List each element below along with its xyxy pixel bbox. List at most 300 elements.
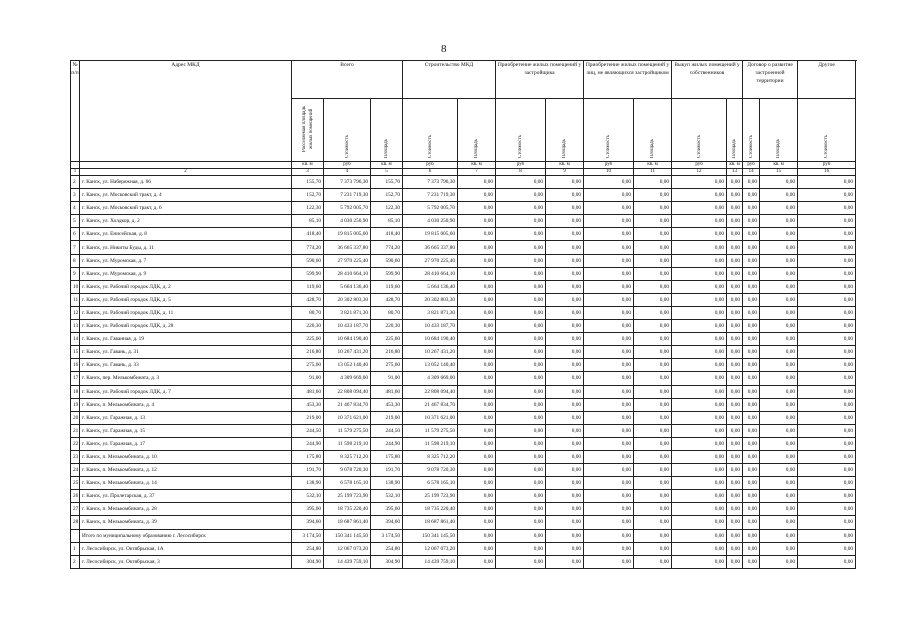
table-row xyxy=(71,477,856,490)
row-value: 0,00 xyxy=(458,372,496,385)
row-value: 0,00 xyxy=(743,359,760,372)
row-value: 0,00 xyxy=(672,477,727,490)
sub-area: Площадь xyxy=(760,99,798,162)
row-value: 0,00 xyxy=(743,215,760,228)
row-value: 0,00 xyxy=(672,241,727,254)
row-value: 0,00 xyxy=(798,372,856,385)
row-value: 0,00 xyxy=(584,280,634,293)
row-value: 36 665 337,80 xyxy=(403,241,458,254)
row-value: 394,60 xyxy=(371,516,403,529)
unit-cell: кв. м xyxy=(292,162,324,169)
row-number xyxy=(71,529,80,542)
row-value: 395,60 xyxy=(292,503,324,516)
row-number: 27 xyxy=(71,503,80,516)
row-value: 0,00 xyxy=(760,372,798,385)
row-value: 0,00 xyxy=(743,202,760,215)
row-value: 3 174,50 xyxy=(371,529,403,542)
table-row xyxy=(71,398,856,411)
unit-cell: кв. м xyxy=(458,162,496,169)
row-value: 0,00 xyxy=(727,189,743,202)
row-value: 0,00 xyxy=(727,555,743,568)
row-value: 0,00 xyxy=(634,450,672,463)
row-value: 0,00 xyxy=(727,477,743,490)
row-value: 0,00 xyxy=(584,215,634,228)
table-row xyxy=(71,385,856,398)
row-value: 0,00 xyxy=(743,555,760,568)
row-value: 0,00 xyxy=(798,202,856,215)
row-value: 418,40 xyxy=(292,228,324,241)
row-value: 0,00 xyxy=(634,490,672,503)
row-value: 0,00 xyxy=(760,202,798,215)
row-value: 0,00 xyxy=(458,516,496,529)
row-value: 28 410 664,10 xyxy=(324,267,371,280)
row-value: 0,00 xyxy=(546,542,584,555)
row-value: 7 231 719,30 xyxy=(324,189,371,202)
row-value: 0,00 xyxy=(634,228,672,241)
unit-cell: кв. м xyxy=(727,162,743,169)
row-value: 10 371 621,00 xyxy=(403,411,458,424)
row-value: 0,00 xyxy=(546,241,584,254)
row-value: 275,60 xyxy=(371,359,403,372)
row-address: г. Канск, ул. Рабочий городок ЛДК, д. 11 xyxy=(80,306,292,319)
row-value: 0,00 xyxy=(546,411,584,424)
row-value: 0,00 xyxy=(672,267,727,280)
row-value: 18 735 220,40 xyxy=(403,503,458,516)
row-value: 0,00 xyxy=(496,202,546,215)
row-value: 532,10 xyxy=(292,490,324,503)
row-value: 0,00 xyxy=(584,267,634,280)
row-value: 14 439 759,10 xyxy=(324,555,371,568)
row-value: 0,00 xyxy=(760,437,798,450)
row-value: 0,00 xyxy=(672,333,727,346)
row-value: 0,00 xyxy=(743,477,760,490)
row-value: 0,00 xyxy=(743,228,760,241)
row-value: 0,00 xyxy=(798,437,856,450)
table-row xyxy=(71,464,856,477)
row-value: 0,00 xyxy=(743,503,760,516)
row-value: 12 067 073,20 xyxy=(324,542,371,555)
row-value: 0,00 xyxy=(672,359,727,372)
row-value: 216,80 xyxy=(371,346,403,359)
row-value: 0,00 xyxy=(546,202,584,215)
row-value: 0,00 xyxy=(727,516,743,529)
row-value: 0,00 xyxy=(546,215,584,228)
row-value: 0,00 xyxy=(727,293,743,306)
row-value: 0,00 xyxy=(743,267,760,280)
row-value: 3 174,50 xyxy=(292,529,324,542)
sub-cost: Стоимость xyxy=(403,99,458,162)
row-value: 0,00 xyxy=(634,359,672,372)
row-value: 0,00 xyxy=(727,437,743,450)
table-row xyxy=(71,254,856,267)
row-value: 0,00 xyxy=(634,555,672,568)
row-number: 5 xyxy=(71,215,80,228)
row-value: 599,90 xyxy=(371,267,403,280)
row-value: 599,90 xyxy=(292,267,324,280)
row-value: 0,00 xyxy=(743,372,760,385)
col-number: 13 xyxy=(727,169,743,176)
row-value: 0,00 xyxy=(458,346,496,359)
row-value: 0,00 xyxy=(584,490,634,503)
row-value: 0,00 xyxy=(458,189,496,202)
table-row xyxy=(71,490,856,503)
row-value: 175,80 xyxy=(371,450,403,463)
col-construction-header: Строительство МКД xyxy=(403,61,496,99)
row-address: г. Канск, ул. Гаражная, д. 15 xyxy=(80,424,292,437)
row-value: 85,10 xyxy=(371,215,403,228)
row-number: 23 xyxy=(71,450,80,463)
row-value: 0,00 xyxy=(634,424,672,437)
table-row xyxy=(71,346,856,359)
row-value: 0,00 xyxy=(760,176,798,189)
row-value: 0,00 xyxy=(672,555,727,568)
row-value: 11 579 275,50 xyxy=(324,424,371,437)
row-value: 0,00 xyxy=(760,385,798,398)
row-value: 25 199 723,90 xyxy=(403,490,458,503)
row-value: 0,00 xyxy=(458,385,496,398)
col-other-header: Другое xyxy=(798,61,856,99)
row-value: 11 598 219,10 xyxy=(324,437,371,450)
row-value: 0,00 xyxy=(546,254,584,267)
row-value: 4 030 250,90 xyxy=(324,215,371,228)
row-value: 91,00 xyxy=(292,372,324,385)
row-value: 0,00 xyxy=(546,516,584,529)
row-value: 219,00 xyxy=(292,411,324,424)
row-value: 85,10 xyxy=(292,215,324,228)
row-value: 0,00 xyxy=(727,306,743,319)
row-value: 10 371 621,00 xyxy=(324,411,371,424)
row-value: 19 815 005,60 xyxy=(324,228,371,241)
row-value: 13 052 140,40 xyxy=(403,359,458,372)
col-acq-nondeveloper-header: Приобретение жилых помещений у лиц, не являющихся застройщиком xyxy=(584,61,672,99)
row-value: 0,00 xyxy=(672,437,727,450)
row-value: 0,00 xyxy=(496,542,546,555)
col-number: 15 xyxy=(760,169,798,176)
row-value: 11 579 275,50 xyxy=(403,424,458,437)
col-number: 12 xyxy=(672,169,727,176)
row-value: 0,00 xyxy=(496,333,546,346)
row-value: 0,00 xyxy=(672,490,727,503)
row-value: 4 309 669,00 xyxy=(324,372,371,385)
row-value: 0,00 xyxy=(584,293,634,306)
row-value: 7 231 719,30 xyxy=(403,189,458,202)
col-number: 5 xyxy=(371,169,403,176)
row-value: 0,00 xyxy=(727,464,743,477)
row-value: 0,00 xyxy=(546,189,584,202)
row-value: 9 078 720,30 xyxy=(403,464,458,477)
table-row xyxy=(71,306,856,319)
row-value: 0,00 xyxy=(743,464,760,477)
row-value: 0,00 xyxy=(743,293,760,306)
row-value: 6 578 165,10 xyxy=(324,477,371,490)
row-value: 10 433 187,70 xyxy=(403,320,458,333)
row-value: 0,00 xyxy=(798,529,856,542)
row-value: 0,00 xyxy=(634,529,672,542)
row-value: 28 410 664,10 xyxy=(403,267,458,280)
table-row xyxy=(71,202,856,215)
row-value: 3 821 871,30 xyxy=(403,306,458,319)
row-value: 0,00 xyxy=(546,228,584,241)
row-value: 18 735 220,40 xyxy=(324,503,371,516)
row-value: 0,00 xyxy=(546,464,584,477)
row-value: 0,00 xyxy=(798,450,856,463)
row-value: 0,00 xyxy=(584,372,634,385)
row-value: 0,00 xyxy=(496,346,546,359)
row-value: 244,50 xyxy=(292,424,324,437)
row-value: 0,00 xyxy=(458,202,496,215)
row-address: г. Канск, ул. Муромская, д. 9 xyxy=(80,267,292,280)
row-value: 10 267 431,20 xyxy=(403,346,458,359)
row-number: 7 xyxy=(71,241,80,254)
row-value: 0,00 xyxy=(634,254,672,267)
row-value: 0,00 xyxy=(672,516,727,529)
row-value: 0,00 xyxy=(743,346,760,359)
row-value: 0,00 xyxy=(798,411,856,424)
row-address: г. Лесосибирск, ул. Октябрьская, 1А xyxy=(80,542,292,555)
row-value: 0,00 xyxy=(634,542,672,555)
row-value: 774,20 xyxy=(292,241,324,254)
row-value: 0,00 xyxy=(458,293,496,306)
row-value: 155,70 xyxy=(371,176,403,189)
row-value: 0,00 xyxy=(584,176,634,189)
row-value: 0,00 xyxy=(458,411,496,424)
row-value: 0,00 xyxy=(743,529,760,542)
row-value: 0,00 xyxy=(634,176,672,189)
row-value: 0,00 xyxy=(798,241,856,254)
row-value: 0,00 xyxy=(584,241,634,254)
row-number: 22 xyxy=(71,437,80,450)
row-value: 0,00 xyxy=(743,398,760,411)
row-value: 12 067 073,20 xyxy=(403,542,458,555)
row-value: 0,00 xyxy=(743,241,760,254)
row-value: 0,00 xyxy=(496,464,546,477)
row-value: 0,00 xyxy=(727,542,743,555)
row-value: 21 467 834,70 xyxy=(403,398,458,411)
row-value: 0,00 xyxy=(760,398,798,411)
row-number: 2 xyxy=(71,176,80,189)
row-value: 0,00 xyxy=(798,189,856,202)
row-value: 0,00 xyxy=(743,516,760,529)
row-value: 0,00 xyxy=(458,267,496,280)
row-value: 0,00 xyxy=(743,176,760,189)
row-value: 5 664 136,40 xyxy=(324,280,371,293)
row-value: 0,00 xyxy=(496,450,546,463)
row-value: 0,00 xyxy=(760,359,798,372)
sub-cost: Стоимость xyxy=(798,99,856,162)
row-address: г. Канск, ул. Холдкор, д. 2 xyxy=(80,215,292,228)
row-value: 0,00 xyxy=(496,320,546,333)
row-value: 0,00 xyxy=(496,424,546,437)
row-value: 0,00 xyxy=(546,359,584,372)
resettlement-table xyxy=(70,60,856,569)
row-value: 0,00 xyxy=(798,333,856,346)
row-value: 150 341 145,50 xyxy=(324,529,371,542)
row-value: 0,00 xyxy=(584,437,634,450)
row-value: 0,00 xyxy=(760,189,798,202)
row-value: 244,90 xyxy=(292,437,324,450)
row-value: 0,00 xyxy=(798,254,856,267)
row-value: 0,00 xyxy=(760,254,798,267)
row-value: 428,70 xyxy=(371,293,403,306)
row-value: 27 970 225,40 xyxy=(403,254,458,267)
row-value: 0,00 xyxy=(743,424,760,437)
row-value: 0,00 xyxy=(727,202,743,215)
row-value: 0,00 xyxy=(672,215,727,228)
row-number: 17 xyxy=(71,372,80,385)
row-value: 0,00 xyxy=(743,320,760,333)
table-row xyxy=(71,228,856,241)
row-value: 5 792 005,70 xyxy=(324,202,371,215)
row-value: 0,00 xyxy=(546,437,584,450)
row-value: 0,00 xyxy=(458,228,496,241)
total-row xyxy=(71,529,856,542)
row-value: 119,60 xyxy=(292,280,324,293)
header-row-groups xyxy=(71,61,856,99)
row-value: 0,00 xyxy=(672,464,727,477)
row-value: 0,00 xyxy=(458,529,496,542)
row-value: 0,00 xyxy=(727,385,743,398)
row-value: 0,00 xyxy=(634,464,672,477)
row-value: 394,60 xyxy=(292,516,324,529)
row-number: 21 xyxy=(71,424,80,437)
row-value: 220,30 xyxy=(292,320,324,333)
row-value: 481,60 xyxy=(292,385,324,398)
row-value: 0,00 xyxy=(584,555,634,568)
row-value: 0,00 xyxy=(672,176,727,189)
row-number: 2 xyxy=(71,555,80,568)
col-number: 14 xyxy=(743,169,760,176)
sub-cost: Стоимость xyxy=(672,99,727,162)
row-value: 80,70 xyxy=(371,306,403,319)
row-value: 0,00 xyxy=(798,176,856,189)
row-value: 0,00 xyxy=(743,280,760,293)
row-value: 18 687 861,40 xyxy=(403,516,458,529)
col-number: 4 xyxy=(324,169,371,176)
row-value: 20 302 803,30 xyxy=(324,293,371,306)
row-address: г. Канск, ул. Никиты Буды, д. 11 xyxy=(80,241,292,254)
row-value: 0,00 xyxy=(760,333,798,346)
row-value: 0,00 xyxy=(634,241,672,254)
table-row xyxy=(71,411,856,424)
row-number: 1 xyxy=(71,542,80,555)
row-value: 0,00 xyxy=(496,503,546,516)
row-value: 0,00 xyxy=(634,477,672,490)
row-value: 0,00 xyxy=(727,411,743,424)
row-value: 0,00 xyxy=(634,503,672,516)
row-number: 8 xyxy=(71,254,80,267)
unit-cell: руб xyxy=(403,162,458,169)
row-value: 0,00 xyxy=(743,411,760,424)
row-value: 0,00 xyxy=(634,385,672,398)
page-number: 8 xyxy=(441,43,447,55)
row-address: г. Канск, ул. Енисейская, д. 8 xyxy=(80,228,292,241)
row-value: 0,00 xyxy=(634,293,672,306)
row-value: 152,70 xyxy=(292,189,324,202)
row-number: 24 xyxy=(71,464,80,477)
row-value: 0,00 xyxy=(458,555,496,568)
row-value: 155,70 xyxy=(292,176,324,189)
row-value: 0,00 xyxy=(727,398,743,411)
table-row xyxy=(71,215,856,228)
row-value: 0,00 xyxy=(760,411,798,424)
row-value: 0,00 xyxy=(458,477,496,490)
sub-settled-area: Расселяемая площадь жилых помещений xyxy=(292,99,324,162)
table-row xyxy=(71,241,856,254)
unit-cell: руб xyxy=(743,162,760,169)
row-value: 0,00 xyxy=(458,333,496,346)
row-value: 225,60 xyxy=(292,333,324,346)
row-value: 0,00 xyxy=(798,385,856,398)
row-value: 0,00 xyxy=(546,490,584,503)
row-value: 0,00 xyxy=(760,215,798,228)
row-value: 27 970 225,40 xyxy=(324,254,371,267)
row-value: 0,00 xyxy=(672,503,727,516)
row-value: 0,00 xyxy=(672,346,727,359)
row-address: г. Канск, ул. Рабочий городок ЛДК, д. 28 xyxy=(80,320,292,333)
row-value: 0,00 xyxy=(798,320,856,333)
row-address: г. Канск, ул. Гаражная, д. 13 xyxy=(80,411,292,424)
row-value: 20 302 803,30 xyxy=(403,293,458,306)
row-address: г. Канск, ул. Московский тракт, д. 6 xyxy=(80,202,292,215)
row-address: г. Канск, ул. Московский тракт, д. 4 xyxy=(80,189,292,202)
row-value: 0,00 xyxy=(727,503,743,516)
row-number: 12 xyxy=(71,306,80,319)
row-value: 0,00 xyxy=(546,267,584,280)
table-row xyxy=(71,189,856,202)
row-value: 0,00 xyxy=(584,424,634,437)
row-address: г. Канск, п. Мелькомбината, д. 39 xyxy=(80,516,292,529)
row-value: 0,00 xyxy=(798,516,856,529)
row-value: 175,80 xyxy=(292,450,324,463)
unit-cell: кв. м xyxy=(546,162,584,169)
row-value: 0,00 xyxy=(798,398,856,411)
row-value: 0,00 xyxy=(672,189,727,202)
row-value: 0,00 xyxy=(727,241,743,254)
row-value: 191,70 xyxy=(371,464,403,477)
table-body xyxy=(71,176,856,569)
row-value: 0,00 xyxy=(584,464,634,477)
col-dev-contract-header: Договор о развитие застроенной территории xyxy=(743,61,798,99)
row-value: 0,00 xyxy=(584,450,634,463)
unit-cell: руб xyxy=(324,162,371,169)
row-value: 532,10 xyxy=(371,490,403,503)
row-value: 0,00 xyxy=(634,346,672,359)
row-address: г. Канск, ул. Гавань, д. 33 xyxy=(80,359,292,372)
table-row xyxy=(71,424,856,437)
row-value: 0,00 xyxy=(458,359,496,372)
row-value: 0,00 xyxy=(672,254,727,267)
row-value: 191,70 xyxy=(292,464,324,477)
unit-cell: кв. м xyxy=(371,162,403,169)
row-value: 150 341 145,50 xyxy=(403,529,458,542)
row-value: 0,00 xyxy=(634,398,672,411)
row-value: 4 030 250,90 xyxy=(403,215,458,228)
row-value: 0,00 xyxy=(496,215,546,228)
row-value: 21 467 834,70 xyxy=(324,398,371,411)
row-value: 0,00 xyxy=(496,529,546,542)
row-value: 0,00 xyxy=(727,280,743,293)
row-address: г. Канск, ул. Гаражная, д. 17 xyxy=(80,437,292,450)
row-number: 28 xyxy=(71,516,80,529)
row-value: 7 373 796,30 xyxy=(324,176,371,189)
row-value: 0,00 xyxy=(760,280,798,293)
row-value: 0,00 xyxy=(458,280,496,293)
row-value: 0,00 xyxy=(584,346,634,359)
row-number: 18 xyxy=(71,385,80,398)
row-value: 0,00 xyxy=(798,346,856,359)
unit-cell: руб xyxy=(584,162,634,169)
row-value: 0,00 xyxy=(727,320,743,333)
